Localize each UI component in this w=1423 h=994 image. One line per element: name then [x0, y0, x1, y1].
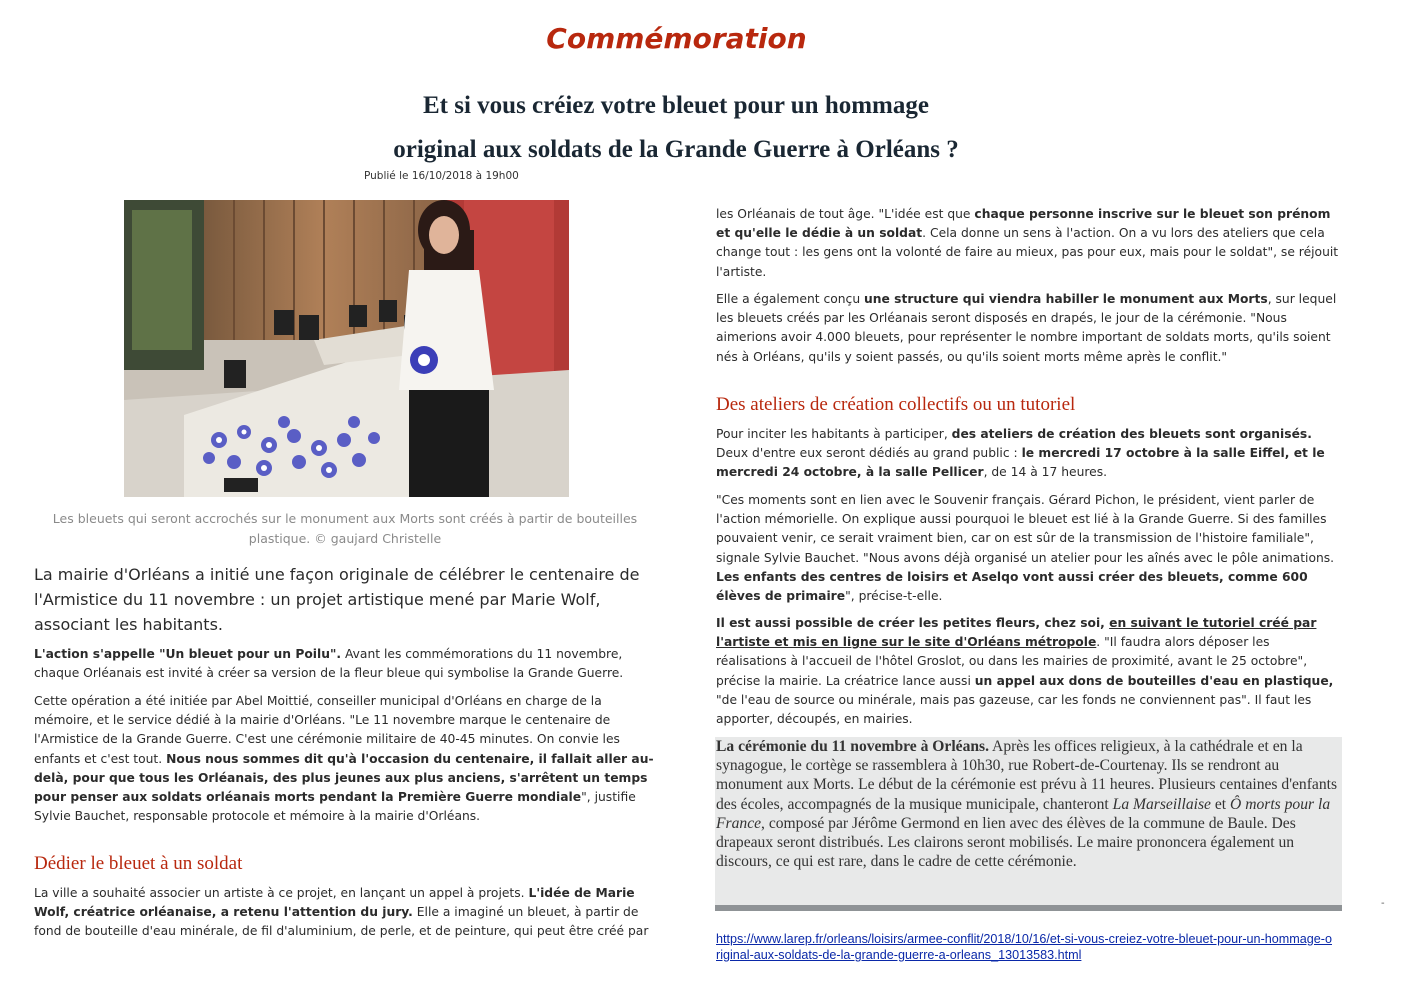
- r3-text-b: Deux d'entre eux seront dédiés au grand public :: [716, 446, 1022, 461]
- r3-text-a: Pour inciter les habitants à participer,: [716, 427, 952, 441]
- tutorial-link[interactable]: en suivant le tutoriel créé par l'artiste et mis en ligne sur le site d'Orléans métropole: [716, 616, 1317, 650]
- r5-bold: Il est aussi possible de créer les petites fleurs, chez soi,: [716, 616, 1110, 630]
- ceremony-info-box: [715, 737, 1342, 911]
- r1-text-a: les Orléanais de tout âge. "L'idée est que: [716, 207, 975, 221]
- p1-bold: L'action s'appelle "Un bleuet pour un Poilu".: [34, 647, 342, 661]
- r4-text-a: "Ces moments sont en lien avec le Souvenir français. Gérard Pichon, le président, vient parler de l'action mémorielle. On explique aussi pourquoi le bleuet est lié à la Grande Guerre. Si des familles pouvaient venir, ce serait vraiment bien, car on est sûr de la transmission de l'histoire familiale", signale Sylvie Bauchet. "Nous avons déjà organisé un atelier pour les aînés avec le pôle animations.: [716, 493, 1335, 565]
- article-lead: La mairie d'Orléans a initié une façon originale de célébrer le centenaire de l'Armistice du 11 novembre : un projet artistique mené par Marie Wolf, associant les habitants.: [34, 565, 640, 634]
- left-paragraph-2: [34, 692, 664, 826]
- headline-line-1: Et si vous créiez votre bleuet pour un hommage: [423, 92, 929, 119]
- r4-text-c: ", précise-t-elle.: [845, 589, 943, 604]
- r5-bold-2: un appel aux dons de bouteilles d'eau en plastique,: [974, 673, 1334, 688]
- p2-text-c: ", justifie Sylvie Bauchet, responsable protocole et mémoire à la mairie d'Orléans.: [34, 790, 636, 824]
- r2-text-c: , sur lequel les bleuets créés par les Orléanais seront disposés en drapés, le jour de la cérémonie. "Nous aimerions avoir 4.000 bleuets, pour représenter le nombre important de soldats morts, qu'ils soient nés à Orléans, qu'ils y soient passés, ou qu'ils soient morts même après le conflit.": [716, 292, 1337, 364]
- publish-date: Publié le 16/10/2018 à 19h00: [364, 170, 519, 182]
- photo-illustration: [124, 200, 569, 497]
- article-photo: [124, 200, 569, 497]
- stray-dot: -: [1381, 898, 1385, 909]
- box-italic-1: La Marseillaise: [1112, 795, 1211, 813]
- box-bold: La cérémonie du 11 novembre à Orléans.: [716, 738, 990, 755]
- r4-bold: Les enfants des centres de loisirs et Aselqo vont aussi créer des bleuets, comme 600 élèves de primaire: [716, 569, 1308, 604]
- p3-bold: L'idée de Marie Wolf, créatrice orléanaise, a retenu l'attention du jury.: [34, 886, 635, 920]
- r1-text-c: . Cela donne un sens à l'action. On a vu lors des ateliers que cela change tout : les gens ont la volonté de faire au mieux, pas pour eux, mais pour le soldat", se réjouit l'artiste.: [716, 226, 1339, 279]
- left-paragraph-3: [34, 884, 664, 942]
- subhead-ateliers: Des ateliers de création collectifs ou un tutoriel: [716, 394, 1076, 415]
- headline-line-2: original aux soldats de la Grande Guerre à Orléans ?: [393, 136, 959, 163]
- box-italic-2: Ô morts pour la France: [716, 795, 1331, 832]
- box-text-b: et: [1210, 795, 1231, 813]
- p2-bold: Nous nous sommes dit qu'à l'occasion du centenaire, il fallait aller au-delà, pour que tous les Orléanais, des plus jeunes aux plus anciens, s'arrêtent un temps pour penser aux soldats orléanais morts pendant la Première Guerre mondiale: [34, 751, 654, 805]
- r5-text-c: "de l'eau de source ou minérale, mais pas gazeuse, car les fonds ne conviennent pas". Il faut les apporter, découpés, en mairies.: [716, 692, 1312, 727]
- r2-bold: une structure qui viendra habiller le monument aux Morts: [864, 292, 1268, 306]
- right-paragraph-3: [716, 425, 1344, 483]
- r1-bold: chaque personne inscrive sur le bleuet son prénom et qu'elle le dédie à un soldat: [716, 207, 1331, 241]
- r2-text-a: Elle a également conçu: [716, 292, 865, 306]
- p3-text-a: La ville a souhaité associer un artiste à ce projet, en lançant un appel à projets.: [34, 886, 529, 900]
- box-text-a: Après les offices religieux, à la cathédrale et en la synagogue, le cortège se rassemblera à 10h30, rue Robert-de-Courtenay. Ils se rendront au monument aux Morts. Le début de la cérémonie est prévu à 11 heures. Plusieurs centaines d'enfants des écoles, accompagnés de la musique municipale, chanteront: [716, 738, 1338, 813]
- r3-text-c: , de 14 à 17 heures.: [983, 465, 1108, 480]
- right-paragraph-5: [716, 614, 1344, 729]
- p1-text: Avant les commémorations du 11 novembre, chaque Orléanais est invité à créer sa version de la fleur bleue qui symbolise la Grande Guerre.: [34, 647, 624, 681]
- right-paragraph-2: [716, 290, 1344, 367]
- right-paragraph-4: [716, 491, 1344, 606]
- r3-bold-2: le mercredi 17 octobre à la salle Eiffel, et le mercredi 24 octobre, à la salle Pellicer: [716, 446, 1325, 480]
- subhead-dedier: Dédier le bleuet à un soldat: [34, 853, 243, 874]
- photo-caption: Les bleuets qui seront accrochés sur le monument aux Morts sont créés à partir de bouteilles plastique. © gaujard Christelle: [52, 511, 638, 546]
- section-kicker: Commémoration: [546, 22, 807, 55]
- article-headline: [290, 84, 1062, 172]
- box-text-c: , composé par Jérôme Germond en lien avec des élèves de la commune de Baule. Des drapeaux seront distribués. Les clairons seront mobilisés. Le maire prononcera également un discours, ce qui est rare, dans le cadre de cette cérémonie.: [716, 814, 1296, 871]
- left-paragraph-1: [34, 645, 662, 683]
- p3-text-c: Elle a imaginé un bleuet, à partir de fond de bouteille d'eau minérale, de fil d'aluminium, de perle, et de peinture, qui peut être créé par: [34, 905, 649, 939]
- r5-text-a: . "Il faudra alors déposer les réalisations à l'accueil de l'hôtel Groslot, ou dans les mairies de proximité, avant le 25 octobre", précise la mairie. La créatrice lance aussi: [716, 635, 1308, 688]
- p2-text-a: Cette opération a été initiée par Abel Moittié, conseiller municipal d'Orléans en charge de la mémoire, et le service dédié à la mairie d'Orléans. "Le 11 novembre marque le centenaire de l'Armistice de la Grande Guerre. C'est une cérémonie militaire de 40-45 minutes. On convie les enfants et c'est tout.: [34, 694, 620, 766]
- source-url-link[interactable]: https://www.larep.fr/orleans/loisirs/armee-conflit/2018/10/16/et-si-vous-creiez-votre-bleuet-pour-un-hommage-original-aux-soldats-de-la-grande-guerre-a-orleans_13013583.html: [716, 932, 1332, 962]
- right-paragraph-1: [716, 205, 1344, 282]
- r3-bold-1: des ateliers de création des bleuets sont organisés.: [951, 427, 1312, 441]
